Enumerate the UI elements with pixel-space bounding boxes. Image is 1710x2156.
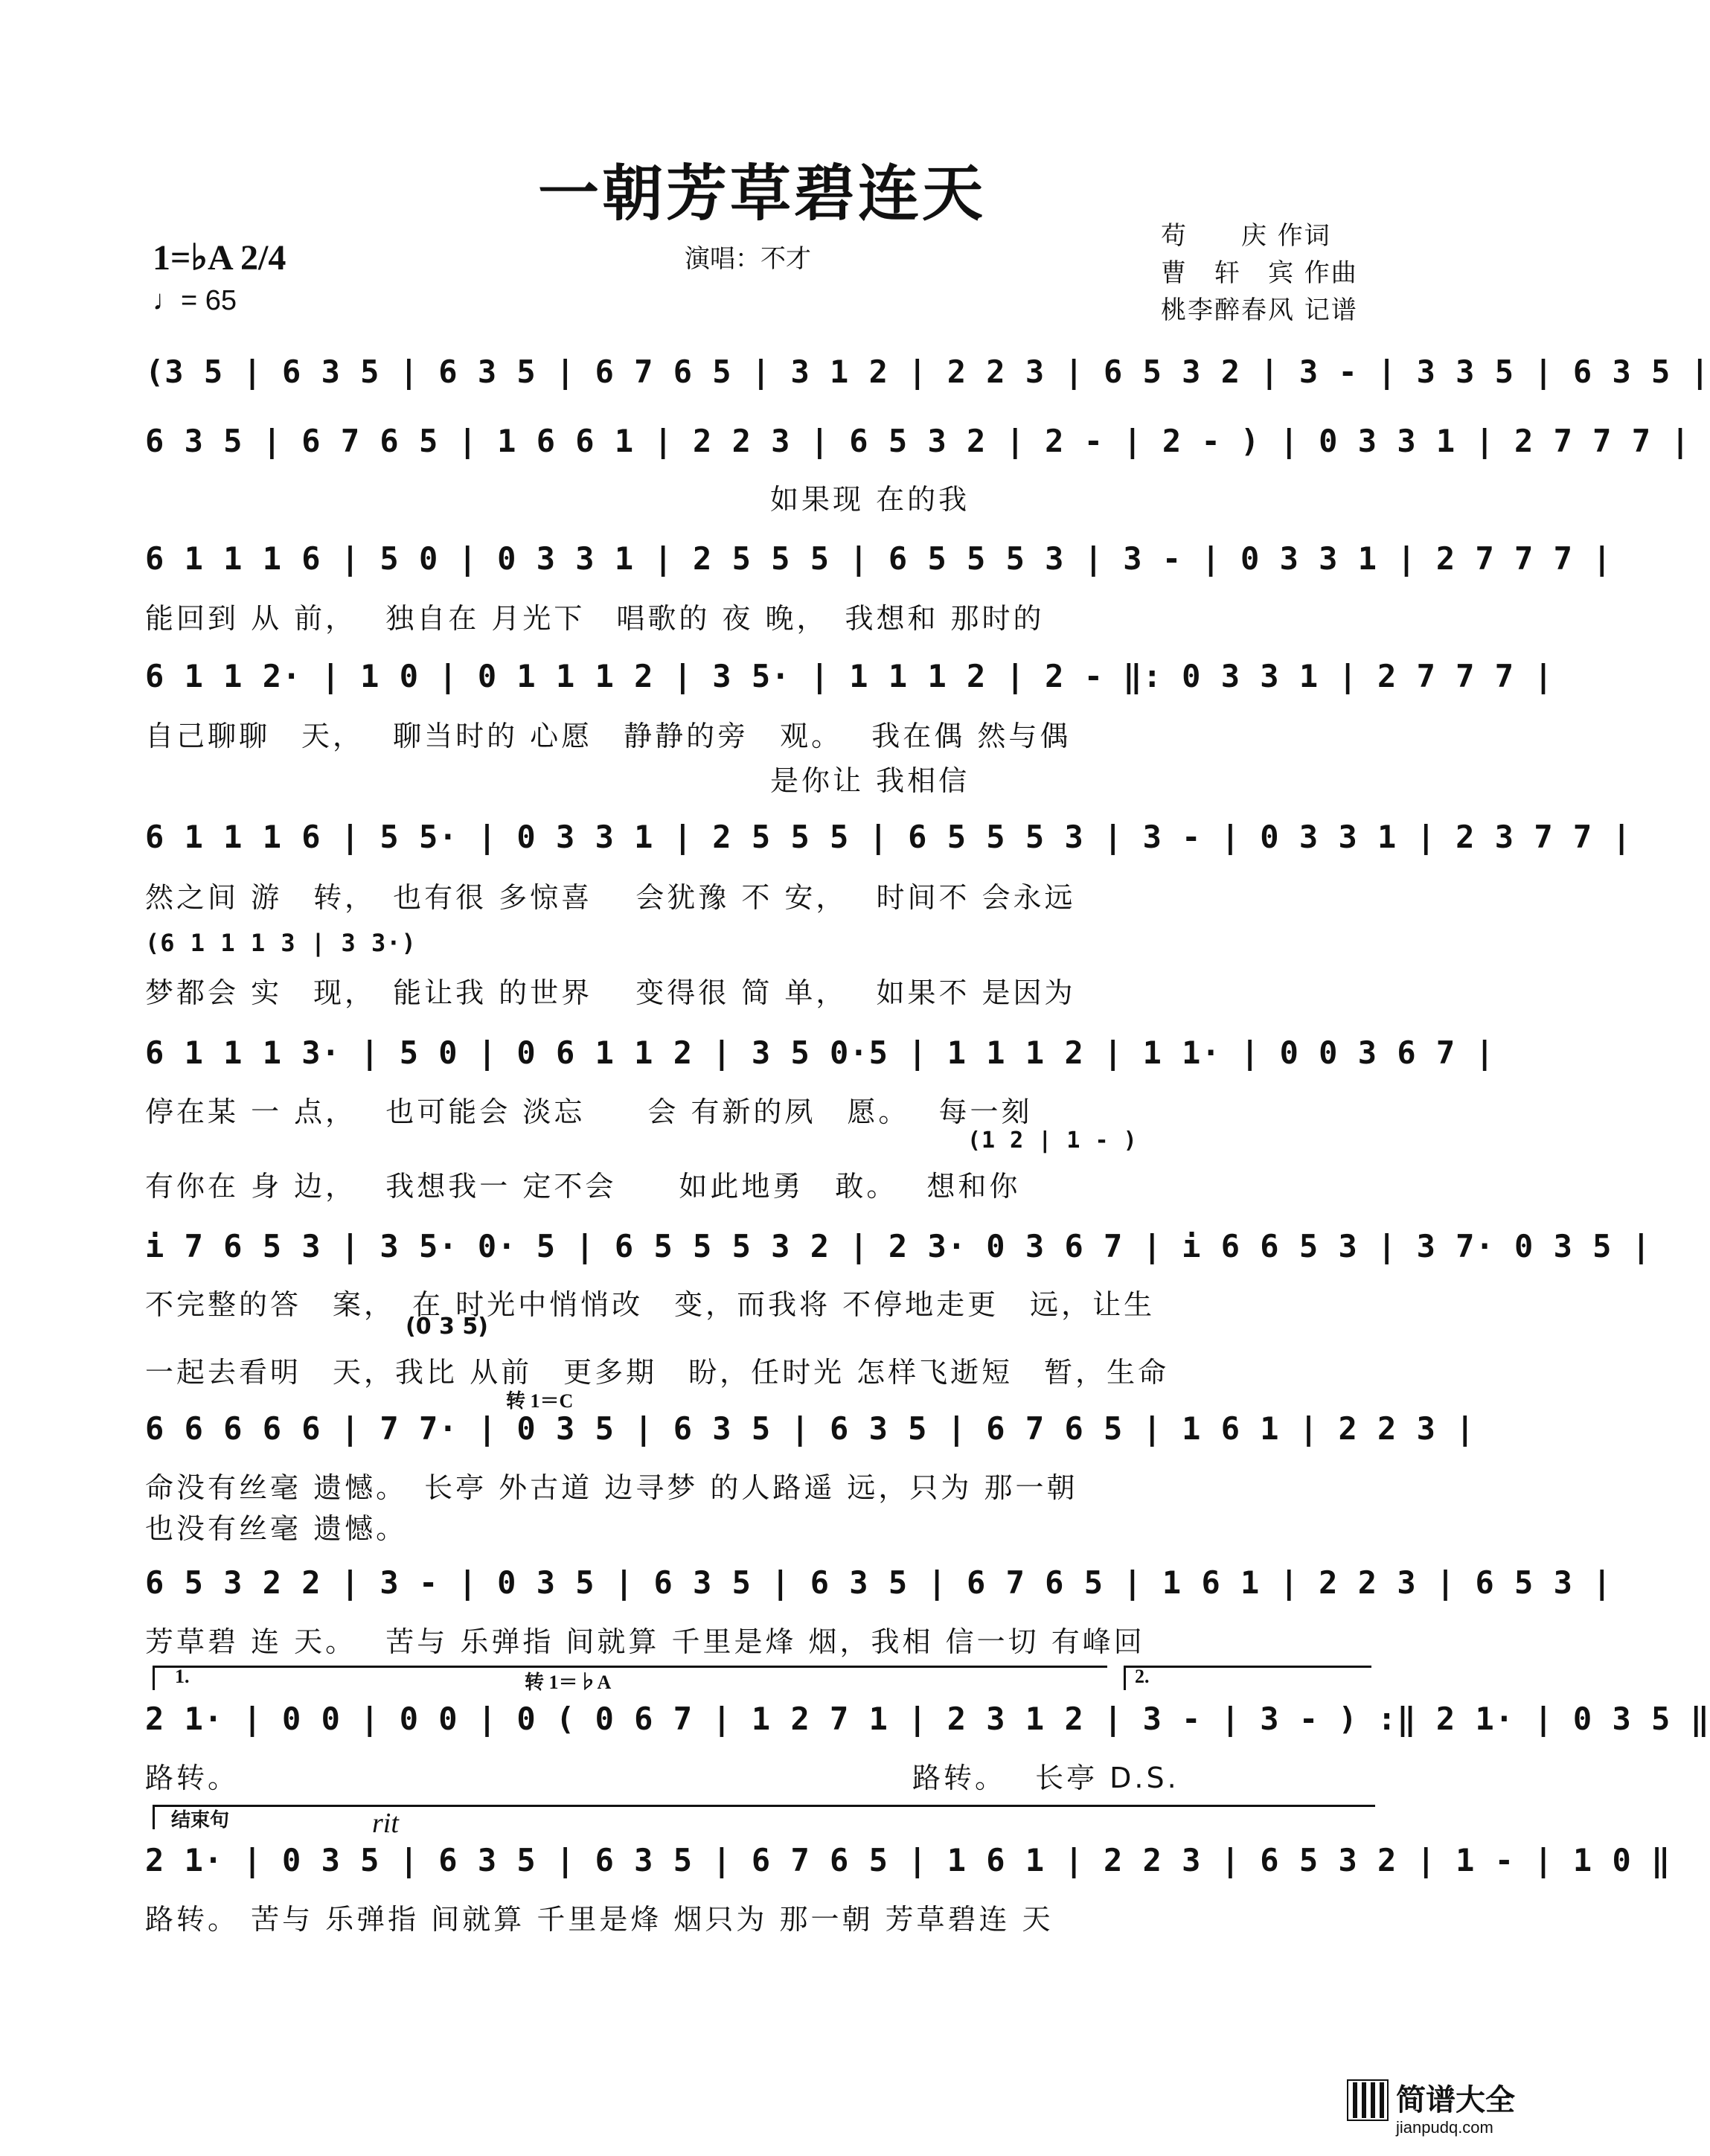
composer-credit: 曹 轩 宾 作曲 bbox=[1161, 258, 1358, 288]
modulation-to-c: 转 1＝C bbox=[506, 1390, 574, 1412]
lyrics-row-4a: 自己聊聊 天， 聊当时的 心愿 静静的旁 观。 我在偶 然与偶 bbox=[145, 720, 1072, 752]
second-ending-label: 2. bbox=[1135, 1666, 1150, 1687]
tempo-marking: ♩= 65 bbox=[153, 285, 237, 316]
notation-row-8-variant: (1 2 | 1 - ) bbox=[967, 1127, 1138, 1154]
notation-row-3: 6 1 1 1 6 | 5 0 | 0 3 3 1 | 2 5 5 5 | 6 5 5 5 3 | 3 - | 0 3 3 1 | 2 7 7 7 | bbox=[145, 540, 1613, 577]
credits-block bbox=[1161, 217, 1358, 329]
lyrics-row-9b: 一起去看明 天，我比 从前 更多期 盼，任时光 怎样飞逝短 暂，生命 bbox=[145, 1356, 1170, 1389]
lyrics-row-5: 然之间 游 转， 也有很 多惊喜 会犹豫 不 安， 时间不 会永远 bbox=[145, 881, 1076, 914]
piano-keys-icon bbox=[1347, 2079, 1389, 2121]
lyrics-row-11: 芳草碧 连 天。 苦与 乐弹指 间就算 千里是烽 烟，我相 信一切 有峰回 bbox=[145, 1625, 1145, 1658]
key-signature: 1=♭A 2/4 bbox=[153, 238, 286, 278]
coda-label: 结束句 bbox=[171, 1809, 230, 1832]
lyrics-row-13: 路转。 苦与 乐弹指 间就算 千里是烽 烟只为 那一朝 芳草碧连 天 bbox=[145, 1903, 1054, 1936]
lyrics-row-6: 梦都会 实 现， 能让我 的世界 变得很 简 单， 如果不 是因为 bbox=[145, 976, 1076, 1009]
rit-marking: rit bbox=[372, 1808, 399, 1839]
transcriber-credit: 桃李醉春风 记谱 bbox=[1161, 295, 1358, 325]
logo-name: 简谱大全 bbox=[1396, 2083, 1515, 2117]
singer-credit: 演唱：不才 bbox=[685, 244, 811, 274]
site-logo bbox=[1347, 2076, 1514, 2143]
lyrics-row-2: 如果现 在的我 bbox=[145, 483, 970, 516]
notation-row-9: i 7 6 5 3 | 3 5· 0· 5 | 6 5 5 5 3 2 | 2 3· 0 3 6 7 | i 6 6 5 3 | 3 7· 0 3 5 | bbox=[145, 1228, 1652, 1264]
lyricist-credit: 苟 庆 作词 bbox=[1161, 221, 1331, 251]
notation-row-11: 6 5 3 2 2 | 3 - | 0 3 5 | 6 3 5 | 6 3 5 | 6 7 6 5 | 1 6 1 | 2 2 3 | 6 5 3 | bbox=[145, 1564, 1613, 1601]
lyrics-row-9-variant: (0 3 5) bbox=[406, 1314, 488, 1340]
notation-row-2: 6 3 5 | 6 7 6 5 | 1 6 6 1 | 2 2 3 | 6 5 3 2 | 2 - | 2 - ) | 0 3 3 1 | 2 7 7 7 | bbox=[145, 423, 1691, 459]
lyrics-row-8: 有你在 身 边， 我想我一 定不会 如此地勇 敢。 想和你 bbox=[145, 1170, 1021, 1203]
notation-row-6-variant: (6 1 1 1 3 | 3 3·) bbox=[145, 929, 417, 957]
logo-url: jianpudq.com bbox=[1396, 2118, 1493, 2137]
notation-row-12: 2 1· | 0 0 | 0 0 | 0 ( 0 6 7 | 1 2 7 1 | 2 3 1 2 | 3 - | 3 - ) :‖ 2 1· | 0 3 5 ‖ bbox=[145, 1701, 1710, 1737]
notation-row-1: (3 5 | 6 3 5 | 6 3 5 | 6 7 6 5 | 3 1 2 | 2 2 3 | 6 5 3 2 | 3 - | 3 3 5 | 6 3 5 | bbox=[145, 354, 1710, 390]
second-ending-bracket bbox=[1124, 1666, 1371, 1690]
lyrics-row-7: 停在某 一 点， 也可能会 淡忘 会 有新的夙 愿。 每一刻 bbox=[145, 1095, 1033, 1128]
first-ending-bracket bbox=[153, 1666, 1107, 1690]
lyrics-row-4b: 是你让 我相信 bbox=[145, 764, 970, 797]
notation-row-5: 6 1 1 1 6 | 5 5· | 0 3 3 1 | 2 5 5 5 | 6 5 5 5 3 | 3 - | 0 3 3 1 | 2 3 7 7 | bbox=[145, 819, 1632, 855]
lyrics-row-3: 能回到 从 前， 独自在 月光下 唱歌的 夜 晚， 我想和 那时的 bbox=[145, 602, 1045, 635]
lyrics-row-9a: 不完整的答 案， 在 时光中悄悄改 变，而我将 不停地走更 远，让生 bbox=[145, 1288, 1156, 1321]
notation-row-4: 6 1 1 2· | 1 0 | 0 1 1 1 2 | 3 5· | 1 1 1 2 | 2 - ‖: 0 3 3 1 | 2 7 7 7 | bbox=[145, 658, 1554, 694]
song-title: 一朝芳草碧连天 bbox=[537, 158, 986, 229]
notation-row-13: 2 1· | 0 3 5 | 6 3 5 | 6 3 5 | 6 7 6 5 | 1 6 1 | 2 2 3 | 6 5 3 2 | 1 - | 1 0 ‖ bbox=[145, 1842, 1671, 1878]
coda-bracket bbox=[153, 1805, 1375, 1829]
lyrics-row-10b: 也没有丝毫 遗憾。 bbox=[145, 1512, 408, 1545]
lyrics-row-12: 路转。 路转。 长亭 D.S. bbox=[145, 1762, 1179, 1794]
first-ending-label: 1. bbox=[175, 1666, 190, 1687]
notation-row-7: 6 1 1 1 3· | 5 0 | 0 6 1 1 2 | 3 5 0·5 | 1 1 1 2 | 1 1· | 0 0 3 6 7 | bbox=[145, 1034, 1495, 1071]
modulation-to-ab: 转 1＝♭A bbox=[525, 1672, 612, 1693]
notation-row-10: 6 6 6 6 6 | 7 7· | 0 3 5 | 6 3 5 | 6 3 5 | 6 7 6 5 | 1 6 1 | 2 2 3 | bbox=[145, 1410, 1476, 1447]
lyrics-row-10a: 命没有丝毫 遗憾。 长亭 外古道 边寻梦 的人路遥 远，只为 那一朝 bbox=[145, 1471, 1078, 1504]
